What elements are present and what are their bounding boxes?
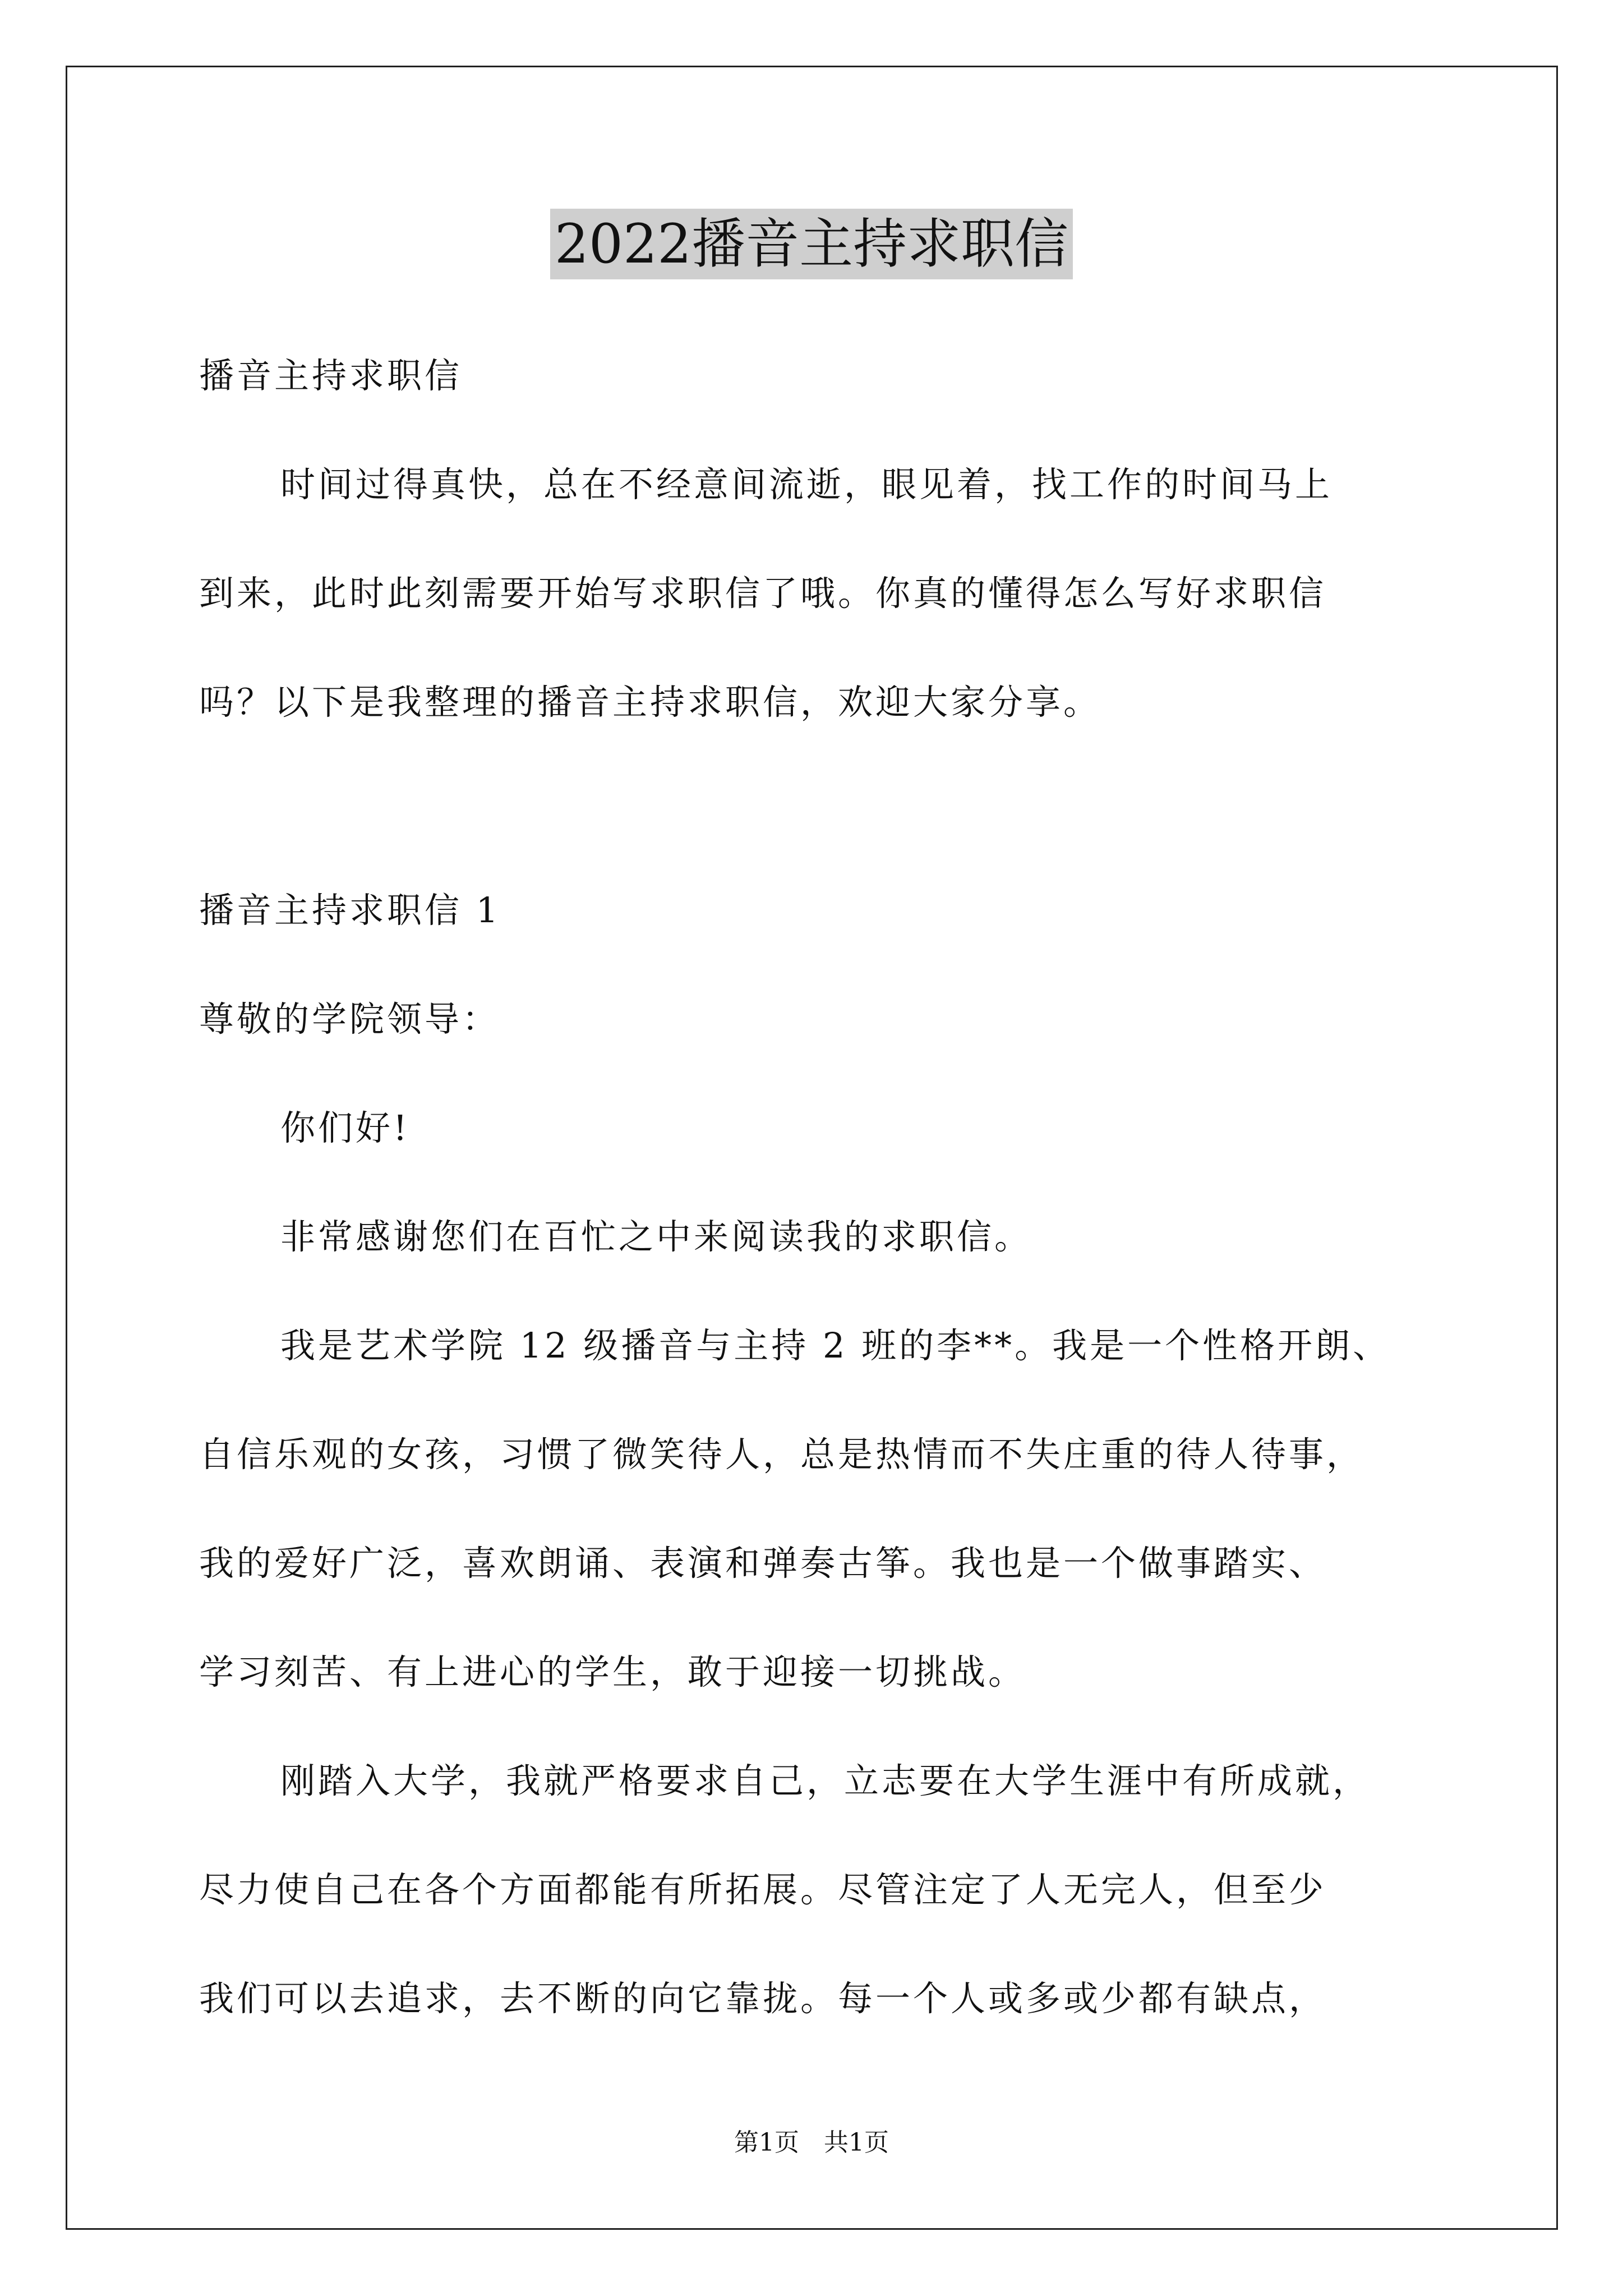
subtitle: 播音主持求职信 [199,355,463,396]
greeting: 你们好! [280,1107,410,1148]
page-number-footer: 第1页 共1页 [734,2128,889,2157]
para2-line-2: 尽力使自己在各个方面都能有所拓展。尽管注定了人无完人，但至少 [199,1869,1327,1910]
para1-line-1: 我是艺术学院 12 级播音与主持 2 班的李**。我是一个性格开朗、 [280,1325,1391,1366]
thanks-line: 非常感谢您们在百忙之中来阅读我的求职信。 [280,1216,1032,1257]
para1-line-4: 学习刻苦、有上进心的学生，敢于迎接一切挑战。 [199,1651,1026,1692]
salutation: 尊敬的学院领导： [199,999,500,1039]
section-heading: 播音主持求职信 1 [199,890,501,931]
para1-line-2: 自信乐观的女孩，习惯了微笑待人，总是热情而不失庄重的待人待事， [199,1434,1364,1475]
intro-line-1: 时间过得真快，总在不经意间流逝，眼见着，找工作的时间马上 [280,464,1333,505]
document-title: 2022播音主持求职信 [550,209,1073,279]
para1-line-3: 我的爱好广泛，喜欢朗诵、表演和弹奏古筝。我也是一个做事踏实、 [199,1543,1327,1584]
intro-line-2: 到来，此时此刻需要开始写求职信了哦。你真的懂得怎么写好求职信 [199,573,1327,614]
title-container [0,209,1623,279]
intro-line-3: 吗？以下是我整理的播音主持求职信，欢迎大家分享。 [199,682,1101,723]
para2-line-3: 我们可以去追求，去不断的向它靠拢。每一个人或多或少都有缺点， [199,1978,1327,2019]
para2-line-1: 刚踏入大学，我就严格要求自己，立志要在大学生涯中有所成就， [280,1760,1371,1801]
